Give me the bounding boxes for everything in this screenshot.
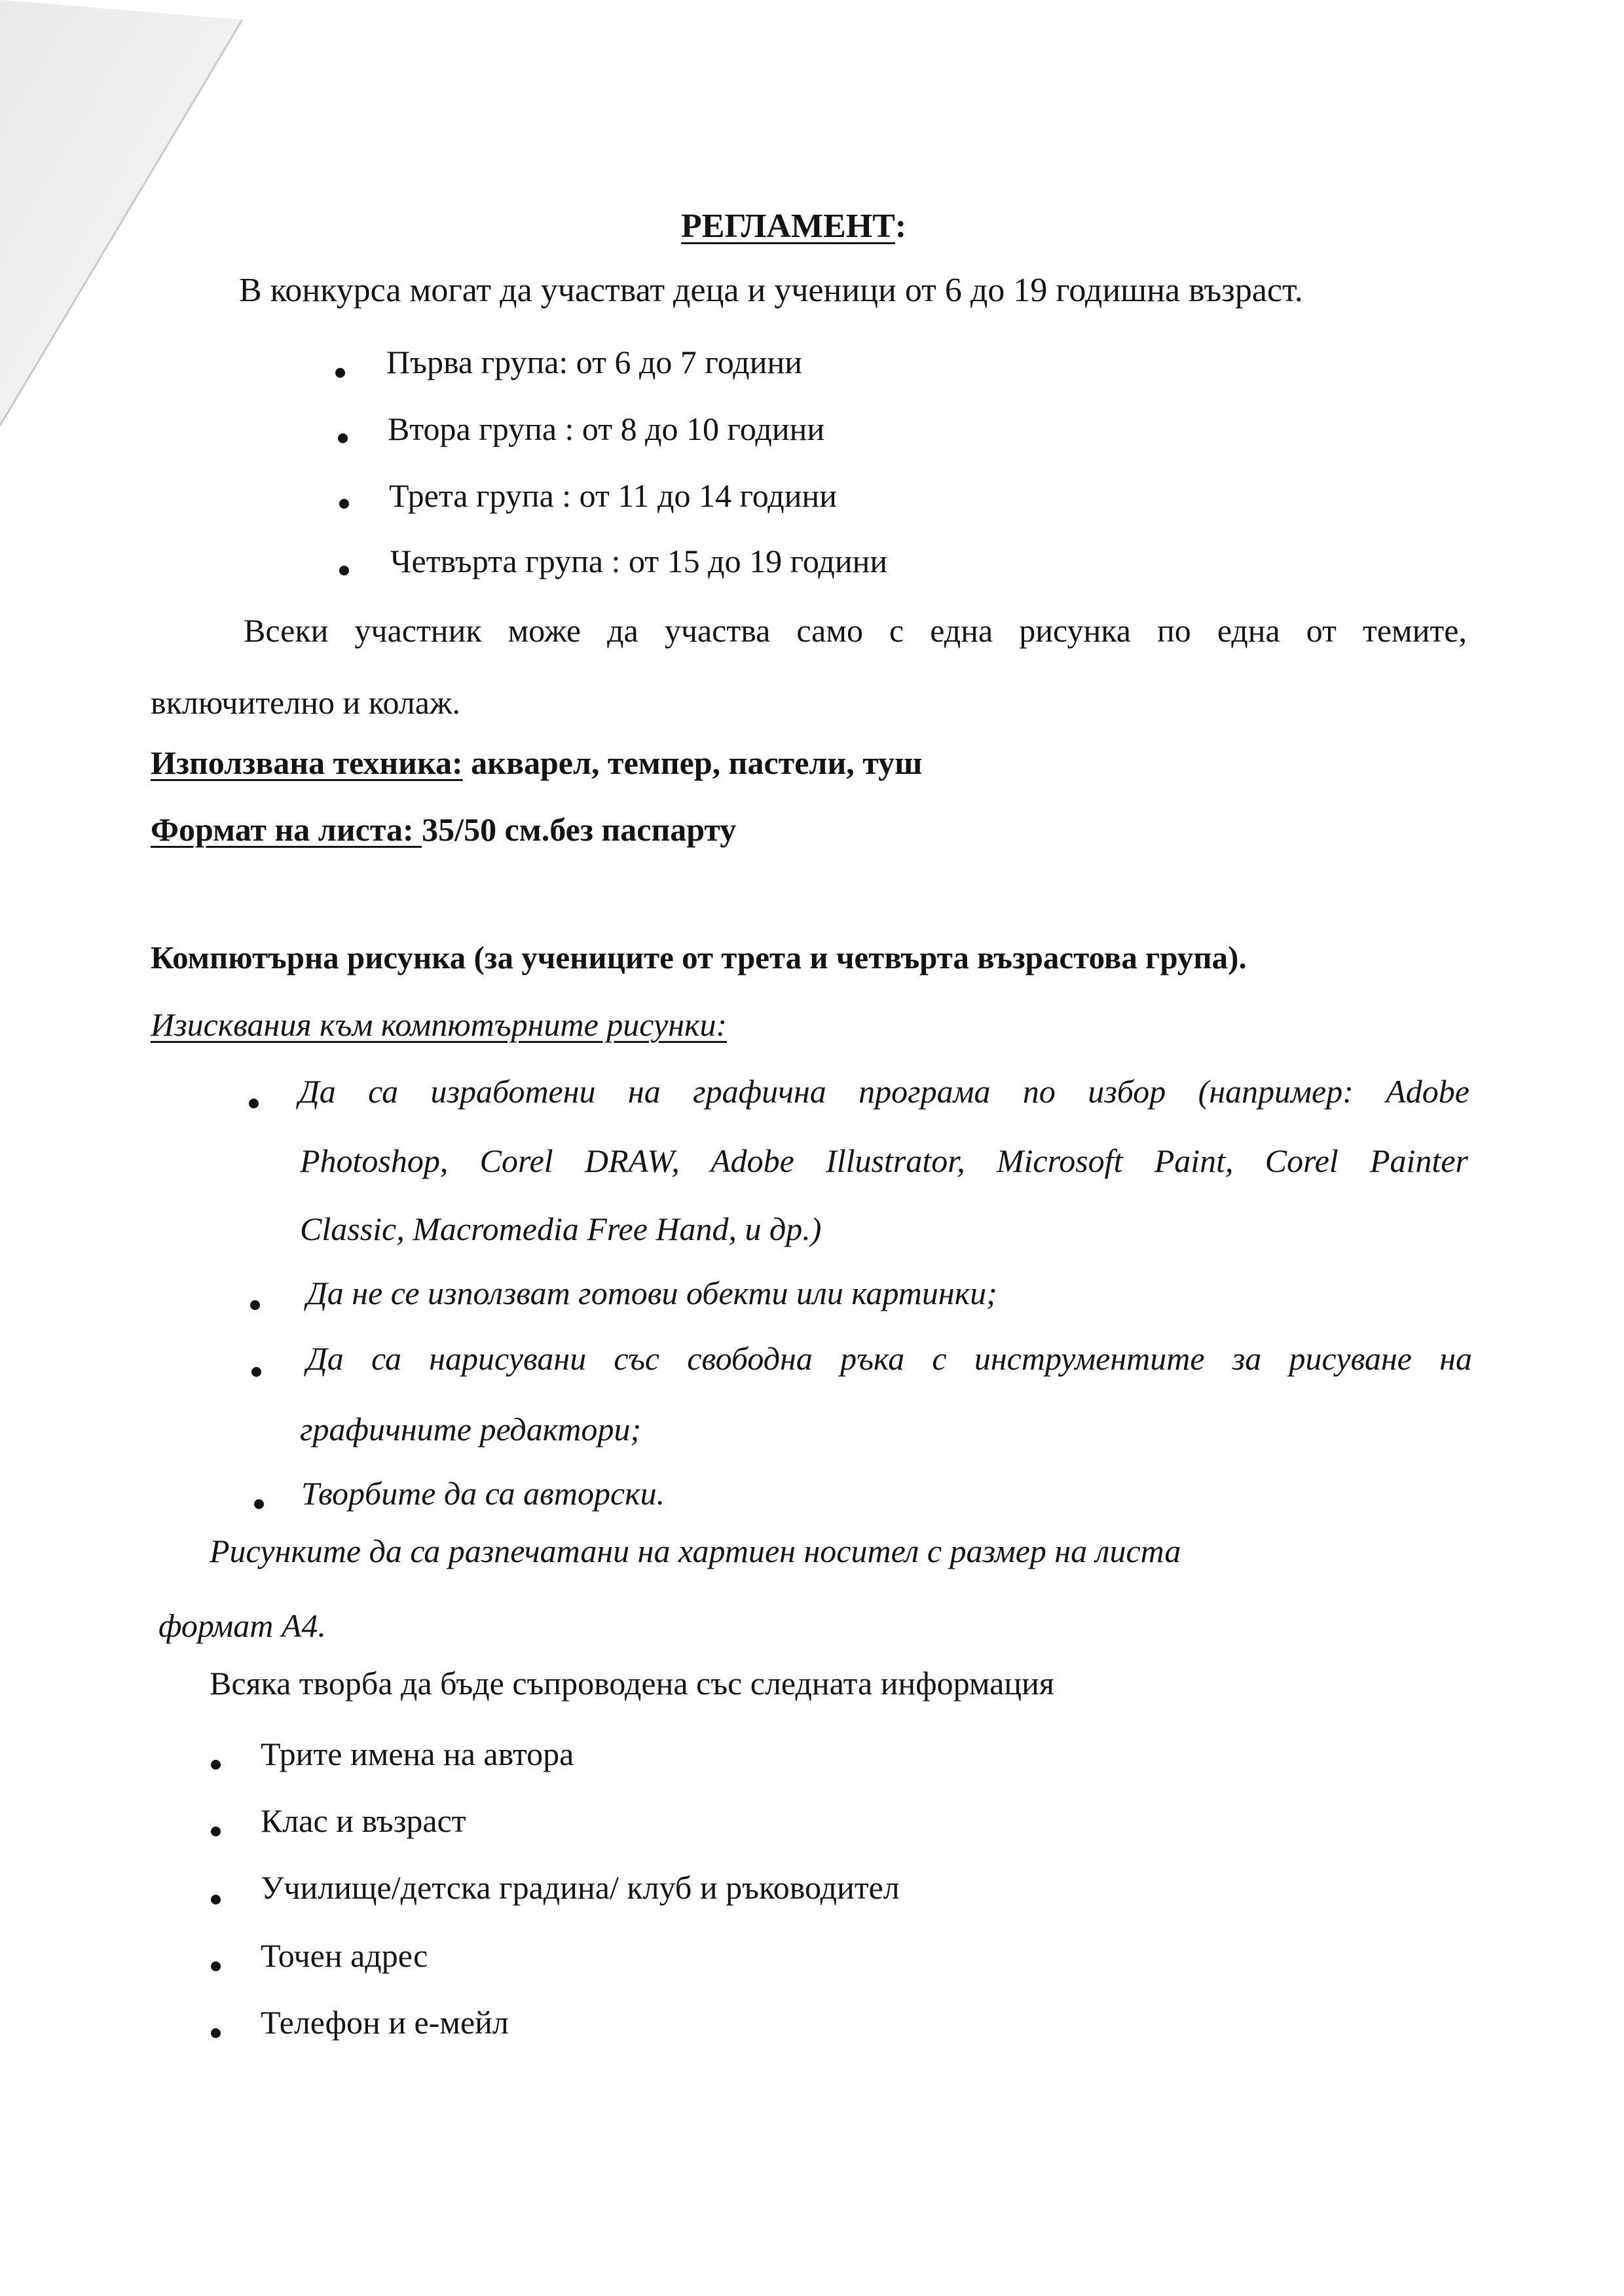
title-text: РЕГЛАМЕНТ — [681, 208, 895, 245]
format-label: Формат на листа: — [151, 811, 422, 848]
requirement-3-line-2: графичните редактори; — [300, 1411, 642, 1448]
bullet-marker — [339, 566, 349, 575]
title-colon: : — [895, 208, 907, 245]
requirement-2-line-1: Да не се използват готови обекти или картинки; — [306, 1275, 997, 1311]
bullet-marker — [251, 1367, 261, 1377]
bullet-marker — [211, 1961, 221, 1971]
bullet-marker — [254, 1499, 264, 1509]
intro-paragraph: В конкурса могат да участват деца и ученици от 6 до 19 годишна възраст. — [239, 272, 1303, 309]
folded-corner — [0, 0, 249, 432]
bullet-marker — [339, 499, 349, 509]
bullet-marker — [211, 2028, 221, 2038]
format-value: 35/50 см.без паспарту — [422, 811, 737, 848]
info-item: Трите имена на автора — [261, 1736, 574, 1772]
page-title — [681, 210, 906, 244]
bullet-marker — [211, 1895, 221, 1904]
info-intro: Всяка творба да бъде съпроводена със следната информация — [210, 1665, 1054, 1702]
bullet-marker — [338, 433, 348, 443]
bullet-marker — [250, 1300, 260, 1310]
info-item: Клас и възраст — [261, 1802, 466, 1839]
age-group-item: Трета група : от 11 до 14 години — [389, 477, 837, 514]
technique-label: Използвана техника: — [151, 744, 463, 781]
requirement-1-line-2: Photoshop, Corel DRAW, Adobe Illustrator, Microsoft Paint, Corel Painter — [300, 1142, 1468, 1179]
requirement-3-line-1: Да са нарисувани със свободна ръка с инструментите за рисуване на — [306, 1340, 1472, 1377]
age-group-item: Четвърта група : от 15 до 19 години — [390, 543, 888, 579]
bullet-marker — [249, 1099, 259, 1108]
format-line — [151, 813, 736, 846]
participation-line-1: Всеки участник може да участва само с една рисунка по една от темите, — [244, 612, 1467, 649]
requirement-4-line-1: Творбите да са авторски. — [301, 1475, 665, 1512]
bullet-marker — [211, 1760, 221, 1770]
info-item: Телефон и е-мейл — [261, 2004, 509, 2041]
technique-value: акварел, темпер, пастели, туш — [462, 744, 923, 781]
requirement-1-line-3: Classic, Macromedia Free Hand, и др.) — [300, 1211, 822, 1247]
age-group-item: Първа група: от 6 до 7 години — [386, 344, 802, 380]
technique-line — [151, 746, 922, 779]
participation-line-2: включително и колаж. — [151, 684, 460, 721]
print-line-1: Рисунките да са разпечатани на хартиен носител с размер на листа — [210, 1533, 1181, 1569]
computer-heading: Компютърна рисунка (за учениците от трета и четвърта възрастова група). — [151, 939, 1247, 975]
age-group-item: Втора група : от 8 до 10 години — [388, 410, 825, 447]
requirements-title: Изисквания към компютърните рисунки: — [151, 1006, 728, 1043]
print-line-2: формат А4. — [158, 1607, 326, 1644]
info-item: Училище/детска градина/ клуб и ръководител — [261, 1869, 900, 1906]
info-item: Точен адрес — [261, 1937, 428, 1974]
requirement-1-line-1: Да са изработени на графична програма по избор (например: Adobe — [299, 1073, 1469, 1110]
bullet-marker — [335, 368, 345, 378]
bullet-marker — [211, 1827, 221, 1836]
